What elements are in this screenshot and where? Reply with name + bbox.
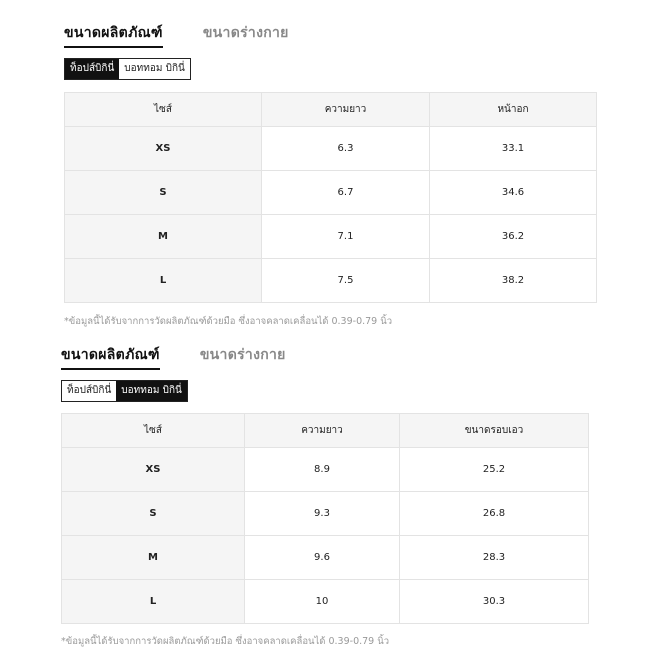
size-table	[64, 92, 597, 303]
size-cell: L	[65, 259, 262, 303]
size-type-tabs	[61, 344, 286, 368]
waist-cell: 26.8	[400, 492, 589, 536]
header-bust: หน้าอก	[430, 93, 597, 127]
size-cell: S	[62, 492, 245, 536]
header-length: ความยาว	[245, 414, 400, 448]
toggle-bikini-bottom[interactable]: บอททอม บิกินี่	[119, 59, 190, 79]
table-header-row	[65, 93, 597, 127]
bust-cell: 36.2	[430, 215, 597, 259]
size-cell: L	[62, 580, 245, 624]
tab-body-size[interactable]: ขนาดร่างกาย	[202, 25, 289, 41]
length-cell: 6.3	[262, 127, 430, 171]
size-type-tabs	[64, 22, 289, 46]
size-cell: M	[65, 215, 262, 259]
size-cell: XS	[62, 448, 245, 492]
header-size: ไซส์	[62, 414, 245, 448]
garment-toggle	[64, 58, 191, 80]
table-row	[62, 448, 589, 492]
bust-cell: 34.6	[430, 171, 597, 215]
length-cell: 9.3	[245, 492, 400, 536]
measurement-note: *ข้อมูลนี้ได้รับจากการวัดผลิตภัณฑ์ด้วยมือ ซึ่งอาจคลาดเคลื่อนได้ 0.39-0.79 นิ้ว	[64, 316, 393, 327]
size-table	[61, 413, 589, 624]
waist-cell: 25.2	[400, 448, 589, 492]
measurement-note: *ข้อมูลนี้ได้รับจากการวัดผลิตภัณฑ์ด้วยมือ ซึ่งอาจคลาดเคลื่อนได้ 0.39-0.79 นิ้ว	[61, 636, 390, 647]
bust-cell: 38.2	[430, 259, 597, 303]
table-row	[62, 536, 589, 580]
length-cell: 10	[245, 580, 400, 624]
table-row	[62, 580, 589, 624]
table-header-row	[62, 414, 589, 448]
table-row	[65, 171, 597, 215]
garment-toggle	[61, 380, 188, 402]
table-row	[65, 127, 597, 171]
tab-product-size[interactable]: ขนาดผลิตภัณฑ์	[64, 22, 163, 48]
waist-cell: 28.3	[400, 536, 589, 580]
waist-cell: 30.3	[400, 580, 589, 624]
table-row	[62, 492, 589, 536]
size-cell: XS	[65, 127, 262, 171]
tab-product-size[interactable]: ขนาดผลิตภัณฑ์	[61, 344, 160, 370]
tab-body-size[interactable]: ขนาดร่างกาย	[199, 347, 286, 363]
toggle-bikini-top[interactable]: ท็อปส์บิกินี่	[65, 59, 119, 79]
toggle-bikini-bottom[interactable]: บอททอม บิกินี่	[116, 381, 187, 401]
length-cell: 7.5	[262, 259, 430, 303]
length-cell: 6.7	[262, 171, 430, 215]
size-cell: S	[65, 171, 262, 215]
length-cell: 8.9	[245, 448, 400, 492]
length-cell: 7.1	[262, 215, 430, 259]
table-row	[65, 259, 597, 303]
table-row	[65, 215, 597, 259]
length-cell: 9.6	[245, 536, 400, 580]
header-size: ไซส์	[65, 93, 262, 127]
header-length: ความยาว	[262, 93, 430, 127]
header-waist: ขนาดรอบเอว	[400, 414, 589, 448]
toggle-bikini-top[interactable]: ท็อปส์บิกินี่	[62, 381, 116, 401]
size-cell: M	[62, 536, 245, 580]
bust-cell: 33.1	[430, 127, 597, 171]
